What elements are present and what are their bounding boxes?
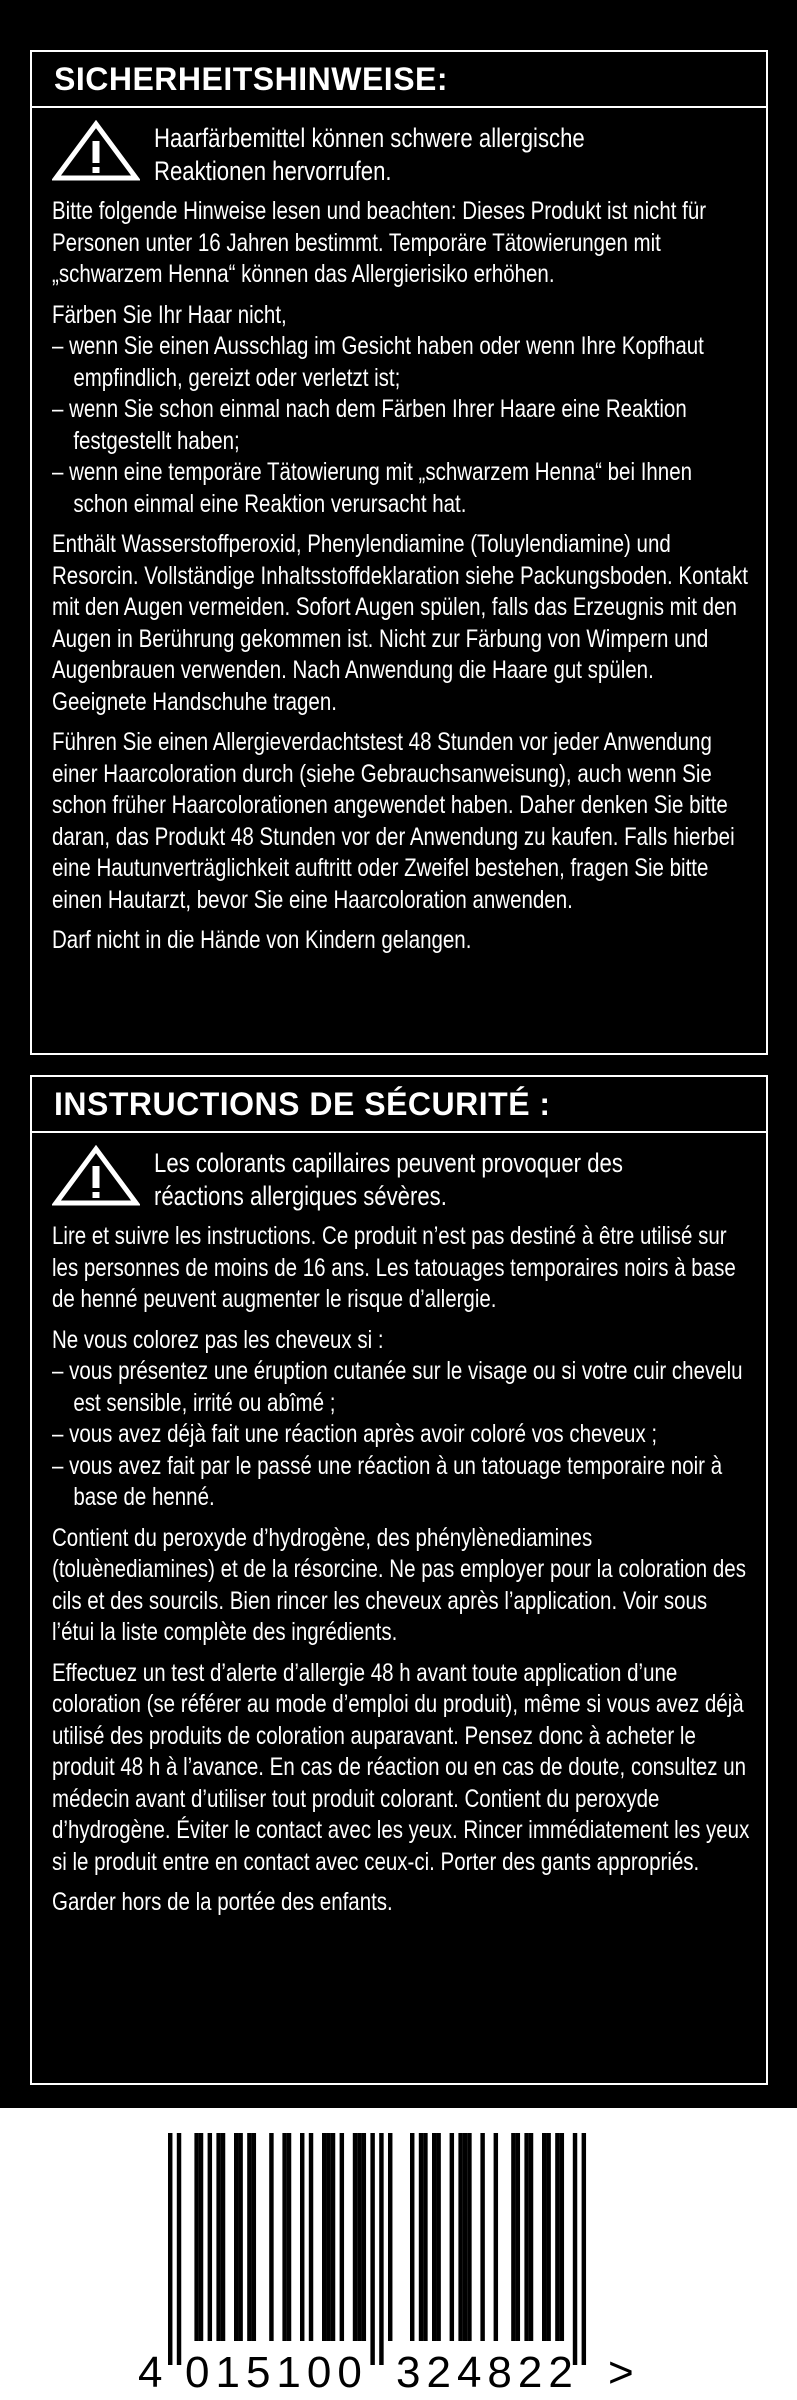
barcode-lead-digit: 4 <box>138 2348 163 2395</box>
barcode-bar <box>287 2133 291 2341</box>
barcode-image <box>130 2125 650 2395</box>
list-item: – vous présentez une éruption cutanée sur le visage ou si votre cuir chevelu est sensible, irrité ou abîmé ; <box>52 1356 751 1419</box>
barcode-guard-bar <box>177 2133 181 2365</box>
list-item: – vous avez fait par le passé une réaction à un tatouage temporaire noir à base de henné. <box>52 1451 751 1514</box>
barcode-bar <box>410 2133 414 2341</box>
barcode-bar <box>516 2133 520 2341</box>
warning-text: Haarfärbemittel können schwere allergische Reaktionen hervorrufen. <box>154 123 585 186</box>
barcode-bar <box>388 2133 392 2341</box>
barcode-bar <box>458 2133 462 2341</box>
barcode-bar <box>340 2133 344 2341</box>
barcode-quiet-zone-mark: > <box>608 2348 634 2395</box>
list-item: – wenn Sie schon einmal nach dem Färben Ihrer Haare eine Reaktion festgestellt haben; <box>52 394 751 457</box>
barcode-bar <box>199 2133 203 2341</box>
barcode-bar <box>331 2133 335 2341</box>
panel-header <box>32 1077 766 1133</box>
list-item: – wenn Sie einen Ausschlag im Gesicht haben oder wenn Ihre Kopfhaut empfindlich, gereizt oder verletzt ist; <box>52 331 751 394</box>
barcode-bar <box>511 2133 515 2341</box>
safety-panel-german <box>30 50 768 1055</box>
warning-triangle-icon <box>52 1145 140 1207</box>
safety-panel-french <box>30 1075 768 2085</box>
barcode-bar <box>252 2133 256 2341</box>
barcode-bar <box>419 2133 423 2341</box>
paragraph-children: Darf nicht in die Hände von Kindern gelangen. <box>52 926 472 954</box>
barcode-bar <box>450 2133 454 2341</box>
panel-title: INSTRUCTIONS DE SÉCURITÉ : <box>54 1086 551 1122</box>
barcode-bars <box>168 2133 586 2365</box>
barcode-bar <box>524 2133 528 2341</box>
barcode-bar <box>326 2133 330 2341</box>
barcode-guard-bar <box>573 2133 577 2365</box>
ean13-barcode <box>130 2125 650 2395</box>
barcode-bar <box>357 2133 361 2341</box>
barcode-bar <box>423 2133 427 2341</box>
barcode-bar <box>542 2133 546 2341</box>
warning-row <box>52 1145 746 1213</box>
paragraph-usage: Bitte folgende Hinweise lesen und beachten: Dieses Produkt ist nicht für Personen unter 16 Jahren bestimmt. Temporäre Tätowierungen mit „schwarzem Henna“ können das Allergierisiko erhöhen. <box>52 197 707 288</box>
barcode-guard-bar <box>168 2133 172 2365</box>
barcode-bar <box>480 2133 484 2341</box>
list-intro: Ne vous colorez pas les cheveux si : <box>52 1325 384 1354</box>
barcode-bar <box>494 2133 498 2341</box>
barcode-bar <box>322 2133 326 2341</box>
barcode-bar <box>463 2133 467 2341</box>
paragraph-usage: Lire et suivre les instructions. Ce produit n’est pas destiné à être utilisé sur les personnes de moins de 16 ans. Les tatouages temporaires noirs à base de henné peuvent augmenter le risque d’allergie. <box>52 1222 736 1313</box>
paragraph-children: Garder hors de la portée des enfants. <box>52 1888 393 1916</box>
barcode-bar <box>208 2133 212 2341</box>
barcode-bar <box>436 2133 440 2341</box>
warning-text: Les colorants capillaires peuvent provoquer des réactions allergiques sévères. <box>154 1148 623 1211</box>
warning-triangle-icon <box>52 120 140 182</box>
barcode-bar <box>216 2133 220 2341</box>
list-item: – vous avez déjà fait une réaction après avoir coloré vos cheveux ; <box>52 1419 751 1451</box>
barcode-guard-bar <box>379 2133 383 2365</box>
barcode-bar <box>529 2133 533 2341</box>
barcode-bar <box>282 2133 286 2341</box>
paragraph-ingredients: Contient du peroxyde d’hydrogène, des phénylènediamines (toluènediamines) et de la résorcine. Ne pas employer pour la coloration des cils et des sourcils. Bien rincer les cheveux après l’application. Voir sous l’étui la liste complète des ingrédients. <box>52 1523 746 1646</box>
barcode-bar <box>221 2133 225 2341</box>
barcode-bar <box>560 2133 564 2341</box>
barcode-bar <box>555 2133 559 2341</box>
barcode-guard-bar <box>370 2133 374 2365</box>
barcode-bar <box>546 2133 550 2341</box>
barcode-bar <box>353 2133 357 2341</box>
paragraph-allergy-test: Effectuez un test d’alerte d’allergie 48 h avant toute application d’une coloration (se référer au mode d’emploi du produit), même si vous avez déjà utilisé des produits de coloration auparavant. Pensez donc à acheter le produit 48 h à l’avance. En cas de réaction ou en cas de doute, consultez un médecin avant d’utiliser tout produit colorant. Contient du peroxyde d’hydrogène. Éviter le contact avec les yeux. Rincer immédiatement les yeux si le produit entre en contact avec ceux-ci. Porter des gants appropriés. <box>52 1658 750 1876</box>
barcode-digits-right: 324822 <box>396 2348 579 2395</box>
barcode-bar <box>238 2133 242 2341</box>
barcode-bar <box>300 2133 304 2341</box>
barcode-bar <box>362 2133 366 2341</box>
contraindication-list <box>52 1356 751 1514</box>
list-item: – wenn eine temporäre Tätowierung mit „schwarzem Henna“ bei Ihnen schon einmal eine Reaktion verursacht hat. <box>52 457 751 520</box>
barcode-bar <box>247 2133 251 2341</box>
paragraph-allergy-test: Führen Sie einen Allergieverdachtstest 48 Stunden vor jeder Anwendung einer Haarcoloration durch (siehe Gebrauchsanweisung), auch wenn Sie schon früher Haarcolorationen angewendet haben. Daher denken Sie bitte daran, das Produkt 48 Stunden vor der Anwendung zu kaufen. Falls hierbei eine Hautunverträglichkeit auftritt oder Zweifel bestehen, fragen Sie bitte einen Hautarzt, bevor Sie eine Haarcoloration anwenden. <box>52 728 735 914</box>
list-intro: Färben Sie Ihr Haar nicht, <box>52 300 287 329</box>
warning-row <box>52 120 746 188</box>
panel-body <box>32 1133 766 1919</box>
barcode-bar <box>432 2133 436 2341</box>
barcode-bar <box>194 2133 198 2341</box>
barcode-bar <box>234 2133 238 2341</box>
panel-header <box>32 52 766 108</box>
barcode-bar <box>309 2133 313 2341</box>
barcode-bar <box>467 2133 471 2341</box>
barcode-guard-bar <box>582 2133 586 2365</box>
panel-body <box>32 108 766 957</box>
contraindication-list <box>52 331 751 520</box>
panel-title: SICHERHEITSHINWEISE: <box>54 61 449 97</box>
barcode-digits-left: 015100 <box>185 2348 368 2395</box>
paragraph-ingredients: Enthält Wasserstoffperoxid, Phenylendiamine (Toluylendiamine) und Resorcin. Vollständige Inhaltsstoffdeklaration siehe Packungsboden. Kontakt mit den Augen vermeiden. Sofort Augen spülen, falls das Erzeugnis mit den Augen in Berührung gekommen ist. Nicht zur Färbung von Wimpern und Augenbrauen verwenden. Nach Anwendung die Haare gut spülen. Geeignete Handschuhe tragen. <box>52 530 748 716</box>
barcode-bar <box>269 2133 273 2341</box>
